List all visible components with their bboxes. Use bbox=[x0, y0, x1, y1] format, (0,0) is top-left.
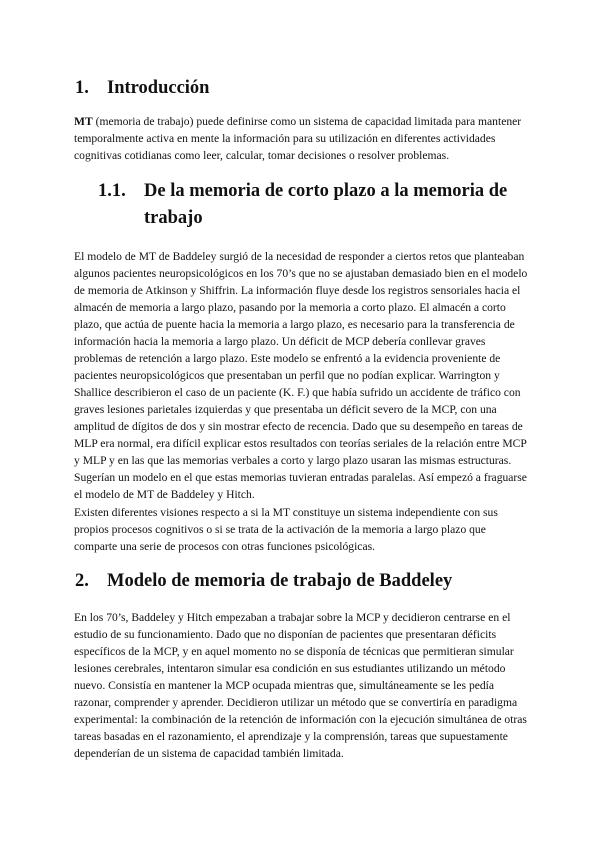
section-2-paragraph-1: En los 70’s, Baddeley y Hitch empezaban a trabajar sobre la MCP y decidieron centrarse en el estudio de su funcionamiento. Dado que no disponían de pacientes que presentaran déficits específicos de la MCP, y en aquel momento no se disponía de técnicas que permitieran simular lesiones cerebrales, intentaron simular esa condición en sus estudiantes utilizando un método nuevo. Consistía en mantener la MCP ocupada mientras que, simultáneamente se les pedía razonar, comprender y aprender. Decidieron utilizar un método que se convertiría en paradigma experimental: la combinación de la retención de información con la ejecución simultánea de otras tareas basadas en el razonamiento, el aprendizaje y la comprensión, tareas que supuestamente dependerían de un sistema de capacidad también limitada. bbox=[74, 611, 527, 760]
heading-title: Introducción bbox=[107, 78, 210, 98]
section-1-1-paragraph-1: El modelo de MT de Baddeley surgió de la necesidad de responder a ciertos retos que planteaban algunos pacientes neuropsicológicos en los 70’s que no se ajustaban demasiado bien en el modelo de memoria de Atkinson y Shiffrin. La información fluye desde los registros sensoriales hacia el almacén de memoria a largo plazo, pasando por la memoria a corto plazo. El almacén a corto plazo, que actúa de puente hacia la memoria a largo plazo, es necesario para la transferencia de información hacia la memoria a largo plazo. Un déficit de MCP debería conllevar graves problemas de retención a largo plazo. Este modelo se enfrentó a la evidencia proveniente de pacientes neuropsicológicos que presentaban un perfil que no podían explicar. Warrington y Shallice describieron el caso de un paciente (K. F.) que había sufrido un accidente de tráfico con graves lesiones parietales izquierdas y que presentaba un déficit severo de la MCP, con una amplitud de dígitos de dos y sin mostrar efecto de recencia. Dado que su desempeño en tareas de MLP era normal, era difícil explicar estos resultados con teorías seriales de la relación entre MCP y MLP y en las que las memorias verbales a corto y largo plazo usaran las mismas estructuras. Sugerían un modelo en el que estas memorias tuvieran entradas paralelas. Así empezó a fraguarse el modelo de MT de Baddeley y Hitch. bbox=[74, 250, 528, 501]
heading-modelo-baddeley bbox=[75, 569, 535, 593]
heading-memoria-corto-plazo bbox=[98, 178, 538, 232]
intro-text: (memoria de trabajo) puede definirse como un sistema de capacidad limitada para mantener temporalmente activa en mente la información para su utilización en diferentes actividades cognitivas cotidianas como leer, calcular, tomar decisiones o resolver problemas. bbox=[74, 115, 522, 162]
intro-paragraph bbox=[74, 113, 529, 164]
section-1-1-paragraph-2: Existen diferentes visiones respecto a si la MT constituye un sistema independiente con sus propios procesos cognitivos o si se trata de la activación de la memoria a largo plazo que comparte una serie de procesos con otras funciones psicológicas. bbox=[74, 506, 498, 553]
heading-introduccion bbox=[75, 76, 535, 100]
heading-number: 1. bbox=[75, 78, 89, 98]
intro-abbreviation: MT bbox=[74, 115, 93, 128]
subheading-title: De la memoria de corto plazo a la memoria de trabajo bbox=[144, 181, 508, 228]
heading-title: Modelo de memoria de trabajo de Baddeley bbox=[107, 571, 453, 591]
heading-number: 2. bbox=[75, 571, 89, 591]
subheading-number: 1.1. bbox=[98, 181, 126, 201]
